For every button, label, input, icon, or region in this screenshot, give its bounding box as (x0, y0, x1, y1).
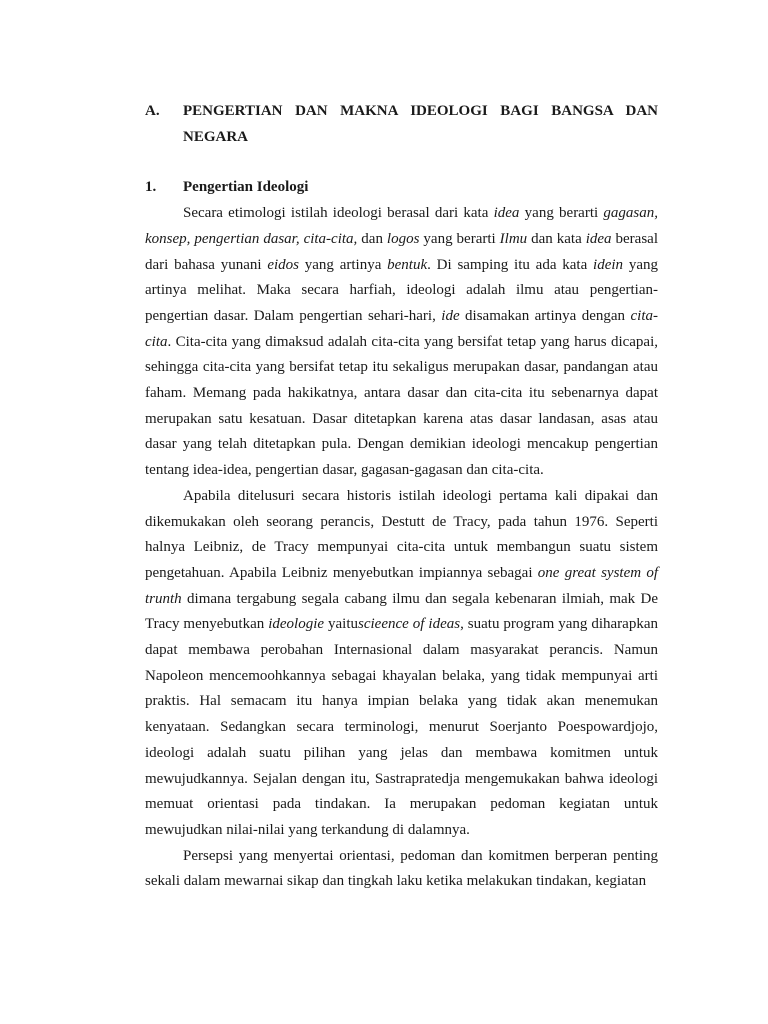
subsection-number: 1. (145, 179, 157, 196)
italic-term: idein (593, 256, 624, 273)
italic-term: logos (386, 230, 420, 247)
text-run: disamakan artinya dengan (459, 307, 631, 324)
paragraph-persepsi (145, 844, 658, 895)
text-run: yang artinya (298, 256, 388, 273)
italic-term: ide (441, 307, 460, 324)
italic-term: one great system of trunth (145, 564, 659, 607)
spacer (145, 150, 658, 175)
section-heading (145, 99, 658, 125)
text-run: yang artinya melihat. Maka secara harfiah, ideologi adalah ilmu atau pengertian-pengertian dasar. Dalam pengertian sehari-hari, (145, 256, 658, 324)
text-run: , suatu program yang diharapkan dapat membawa perobahan Internasional dalam masyarakat perancis. Namun Napoleon mencemoohkannya sebagai khayalan belaka, yang tidak mempunyai arti praktis. Hal semacam itu hanya impian belaka yang tidak akan menemukan kenyataan. Sedangkan secara terminologi, menurut Soerjanto Poespowardjojo, ideologi adalah suatu pilihan yang jelas dan membawa komitmen untuk mewujudkannya. Sejalan dengan itu, Sastrapratedja mengemukakan bahwa ideologi memuat orientasi pada tindakan. Ia merupakan pedoman kegiatan untuk mewujudkan nilai-nilai yang terkandung di dalamnya. (145, 616, 658, 838)
text-run: dan kata (527, 230, 586, 247)
subsection-title: Pengertian Ideologi (183, 179, 309, 196)
text-run: . Di samping itu ada kata (427, 256, 594, 273)
subsection-heading (145, 175, 658, 201)
section-title-line1: PENGERTIAN DAN MAKNA IDEOLOGI BAGI BANGSA DAN (183, 103, 658, 119)
italic-term: idea (493, 205, 520, 222)
section-number: A. (145, 103, 160, 119)
italic-term: gagasan, konsep, pengertian dasar, cita-cita, (145, 205, 658, 247)
italic-term: idea (585, 230, 612, 247)
text-run: berasal dari bahasa yunani (145, 230, 658, 273)
italic-term: cita-cita (145, 307, 659, 350)
section-title-line2: NEGARA (183, 128, 249, 145)
text-run: dan (357, 230, 387, 247)
paragraph-historis (145, 484, 658, 844)
text-run: Apabila ditelusuri secara historis istilah ideologi pertama kali dipakai dan dikemukakan oleh seorang perancis, Destutt de Tracy, pada tahun 1976. Seperti halnya Leibniz, de Tracy mempunyai cita-cita untuk membangun suatu sistem pengetahuan. Apabila Leibniz menyebutkan impiannya sebagai (145, 487, 658, 581)
paragraph-etimologi (145, 201, 658, 484)
italic-term: Ilmu (499, 230, 528, 247)
italic-term: bentuk (387, 256, 428, 273)
text-run: dimana tergabung segala cabang ilmu dan segala kebenaran ilmiah, mak De Tracy menyebutkan (145, 590, 658, 633)
text-run: yaitu (324, 616, 358, 633)
italic-term: ideologie (268, 616, 325, 633)
text-run: Secara etimologi istilah ideologi berasal dari kata (183, 205, 494, 222)
page-content (145, 99, 658, 895)
text-run: . Cita-cita yang dimaksud adalah cita-cita yang bersifat tetap yang harus dicapai, sehingga cita-cita yang bersifat tetap itu sekaligus merupakan dasar, pandangan atau faham. Memang pada hakikatnya, antara dasar dan cita-cita itu sebenarnya dapat merupakan satu kesatuan. Dasar ditetapkan karena atas dasar landasan, asas atau dasar yang telah ditetapkan pula. Dengan demikian ideologi mencakup pengertian tentang idea-idea, pengertian dasar, gagasan-gagasan dan cita-cita. (145, 333, 658, 479)
italic-term: eidos (267, 256, 299, 273)
text-run: Persepsi yang menyertai orientasi, pedoman dan komitmen berperan penting sekali dalam mewarnai sikap dan tingkah laku ketika melakukan tindakan, kegiatan (145, 847, 658, 890)
text-run: yang berarti (519, 205, 604, 222)
text-run: yang berarti (419, 230, 500, 247)
italic-term: scieence of ideas (358, 616, 461, 633)
